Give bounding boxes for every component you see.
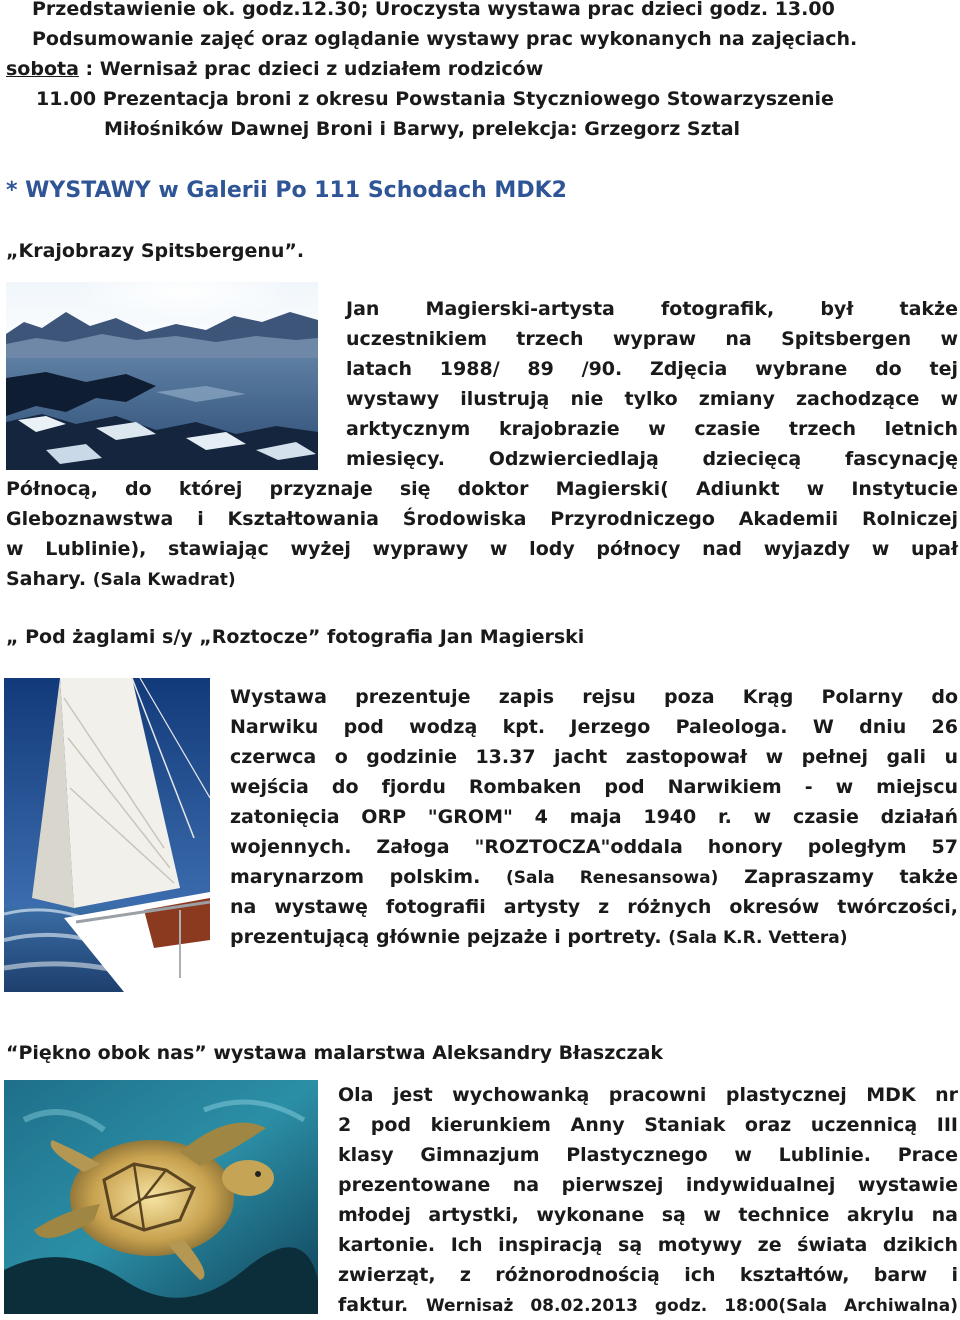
- intro-line-3: [6, 54, 543, 84]
- exhibit1-line-3: latach 1988/ 89 /90. Zdjęcia wybrane do tej: [346, 358, 958, 380]
- exhibit2-line-5: zatonięcia ORP "GROM" 4 maja 1940 r. w czasie działań: [230, 806, 958, 828]
- exhibit1-line-7: Północą, do której przyznaje się doktor Magierski( Adiunkt w Instytucie: [6, 478, 958, 500]
- exhibit2-line9-text: prezentującą głównie pejzaże i portrety.: [230, 926, 662, 948]
- exhibit2-line-1: Wystawa prezentuje zapis rejsu poza Krąg Polarny do: [230, 686, 958, 708]
- exhibit2-line-3: czerwca o godzinie 13.37 jacht zastopował w pełnej gali u: [230, 746, 958, 768]
- exhibit2-room-2: (Sala K.R. Vettera): [668, 928, 848, 948]
- exhibit3-line-4: prezentowane na pierwszej indywidualnej wystawie: [338, 1174, 958, 1196]
- exhibit2-line-9: [230, 922, 848, 953]
- exhibit3-last-text: faktur.: [338, 1294, 409, 1316]
- exhibit1-room: (Sala Kwadrat): [92, 570, 236, 590]
- exhibit3-line-8: [338, 1290, 958, 1320]
- intro-line-5: Miłośników Dawnej Broni i Barwy, prelekcja: Grzegorz Sztal: [104, 118, 741, 140]
- exhibit2-line7-tail: Zapraszamy także: [744, 866, 958, 888]
- sea-turtle-painting: [4, 1080, 318, 1314]
- exhibit3-title: “Piękno obok nas” wystawa malarstwa Aleksandry Błaszczak: [6, 1042, 664, 1064]
- exhibit3-line-6: kartonie. Ich inspiracją są motywy ze świata dzikich: [338, 1234, 958, 1256]
- exhibit1-line-9: w Lublinie), stawiając wyżej wyprawy w lody północy nad wyjazdy w upał: [6, 538, 958, 560]
- section-title: * WYSTAWY w Galerii Po 111 Schodach MDK2: [6, 178, 567, 203]
- exhibit2-line-6: wojennych. Załoga "ROZTOCZA"oddala honory poległym 57: [230, 836, 958, 858]
- exhibit2-line-8: na wystawę fotografii artysty z różnych okresów twórczości,: [230, 896, 958, 918]
- exhibit3-line-3: klasy Gimnazjum Plastycznego w Lublinie. Prace: [338, 1144, 958, 1166]
- exhibit3-line-2: 2 pod kierunkiem Anny Staniak oraz uczennicą III: [338, 1114, 958, 1136]
- exhibit2-line7-text: marynarzom polskim.: [230, 866, 481, 888]
- exhibit2-line-2: Narwiku pod wodzą kpt. Jerzego Paleologa. W dniu 26: [230, 716, 958, 738]
- exhibit2-line-4: wejścia do fjordu Rombaken pod Narwikiem - w miejscu: [230, 776, 958, 798]
- sea-turtle-image: [4, 1080, 318, 1314]
- arctic-landscape-image: [6, 282, 318, 470]
- exhibit1-line-1: Jan Magierski-artysta fotografik, był także: [346, 298, 958, 320]
- arctic-landscape-photo: [6, 282, 318, 470]
- sailing-yacht-image: [4, 678, 210, 992]
- exhibit3-line-7: zwierząt, z różnorodnością ich kształtów, barw i: [338, 1264, 958, 1286]
- exhibit1-line-4: wystawy ilustrują nie tylko zmiany zachodzące w: [346, 388, 958, 410]
- exhibit1-last-text: Sahary.: [6, 568, 87, 590]
- exhibit1-line-10: [6, 564, 236, 595]
- intro-line-1: Przedstawienie ok. godz.12.30; Uroczysta wystawa prac dzieci godz. 13.00: [32, 0, 835, 20]
- exhibit3-line-5: młodej artystki, wykonane są w technice akrylu na: [338, 1204, 958, 1226]
- intro-day-text: : Wernisaż prac dzieci z udziałem rodziców: [78, 58, 544, 80]
- exhibit1-line-6: miesięcy. Odzwierciedlają dziecięcą fascynację: [346, 448, 958, 470]
- intro-day-label: sobota: [6, 58, 79, 80]
- exhibit1-title: „Krajobrazy Spitsbergenu”.: [6, 240, 305, 262]
- exhibit1-line-2: uczestnikiem trzech wypraw na Spitsbergen w: [346, 328, 958, 350]
- exhibit1-line-5: arktycznym krajobrazie w czasie trzech letnich: [346, 418, 958, 440]
- sailing-yacht-photo: [4, 678, 210, 992]
- exhibit2-title: „ Pod żaglami s/y „Roztocze” fotografia Jan Magierski: [6, 626, 585, 648]
- exhibit3-line-1: Ola jest wychowanką pracowni plastycznej MDK nr: [338, 1084, 958, 1106]
- exhibit2-line-7: [230, 862, 958, 893]
- exhibit3-vernissage: Wernisaż 08.02.2013 godz. 18:00(Sala Archiwalna): [425, 1296, 958, 1316]
- intro-line-2: Podsumowanie zajęć oraz oglądanie wystawy prac wykonanych na zajęciach.: [32, 28, 858, 50]
- exhibit2-room-1: (Sala Renesansowa): [505, 868, 719, 888]
- intro-line-4: 11.00 Prezentacja broni z okresu Powstania Styczniowego Stowarzyszenie: [36, 88, 834, 110]
- exhibit1-line-8: Gleboznawstwa i Kształtowania Środowiska Przyrodniczego Akademii Rolniczej: [6, 508, 958, 530]
